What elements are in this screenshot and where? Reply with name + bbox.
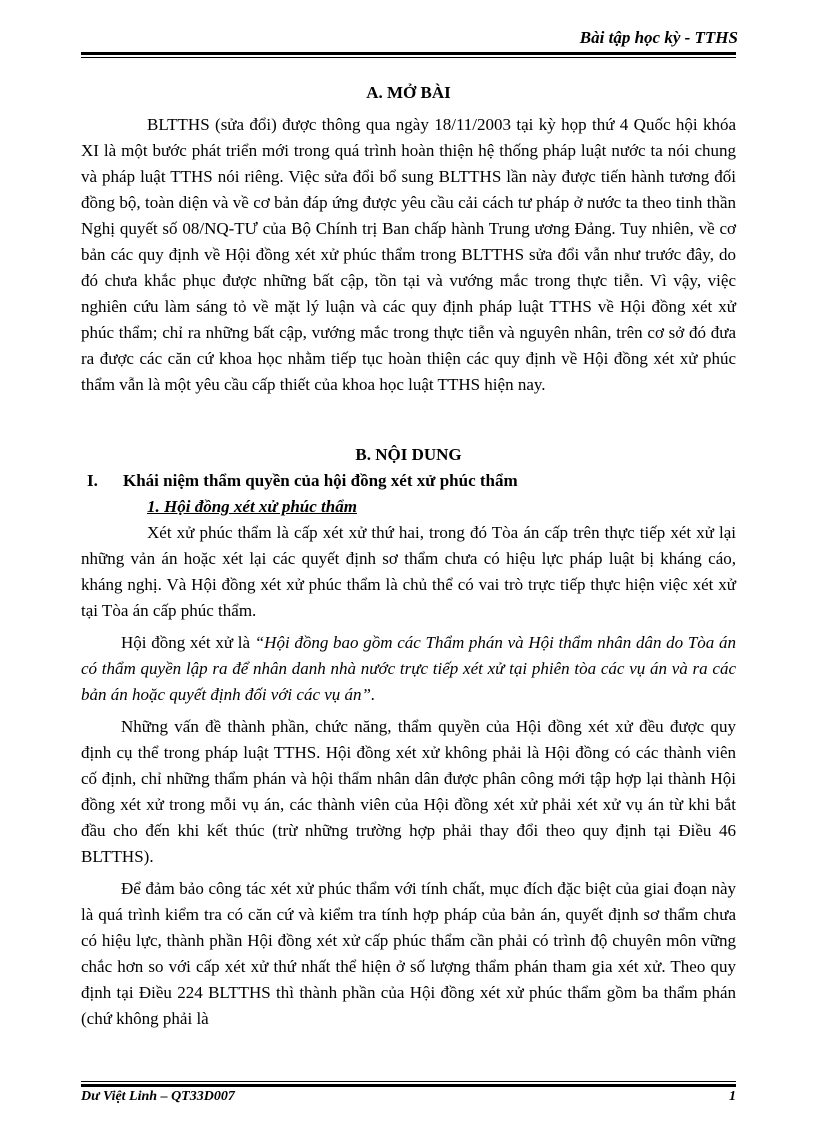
header-title: Bài tập học kỳ - TTHS xyxy=(579,28,738,47)
paragraph-definition xyxy=(81,630,736,708)
footer-author: Dư Việt Linh – QT33D007 xyxy=(81,1089,235,1104)
section-i-title: Khái niệm thẩm quyền của hội đồng xét xử phúc thẩm xyxy=(123,471,518,490)
definition-lead: Hội đồng xét xử là xyxy=(121,633,255,652)
section-i-heading xyxy=(81,468,736,494)
section-b-heading: B. NỘI DUNG xyxy=(355,445,462,464)
header-rule-thin xyxy=(81,57,736,58)
subsection-1-title: 1. Hội đồng xét xử phúc thẩm xyxy=(147,497,357,516)
footer-rule-thin xyxy=(81,1081,736,1082)
header-rule-thick xyxy=(81,52,736,55)
paragraph-appeal-trial: Xét xử phúc thẩm là cấp xét xử thứ hai, trong đó Tòa án cấp trên thực tiếp xét xử lại những vản án hoặc xét lại các quyết định sơ thẩm chưa có hiệu lực pháp luật bị kháng cáo, kháng nghị. Và Hội đồng xét xử phúc thẩm là chủ thể có vai trò trực tiếp thực hiện việc xét xử tại Tòa án cấp phúc thẩm. xyxy=(81,523,736,620)
footer-rule-thick xyxy=(81,1084,736,1087)
page-number: 1 xyxy=(729,1089,736,1104)
section-a-heading: A. MỞ BÀI xyxy=(366,83,451,102)
document-body xyxy=(81,80,736,1032)
paragraph-composition: Những vấn đề thành phần, chức năng, thẩm quyền của Hội đồng xét xử đều được quy định cụ thể trong pháp luật TTHS. Hội đồng xét xử không phải là Hội đồng có các thành viên cố định, chỉ những thẩm phán và hội thẩm nhân dân được phân công mới tập hợp lại thành Hội đồng xét xử trong mỗi vụ án, các thành viên của Hội đồng xét xử phải xét xử vụ án từ khi bắt đầu cho đến khi kết thúc (trừ những trường hợp phải thay đổi theo quy định tại Điều 46 BLTTHS). xyxy=(81,717,736,866)
intro-paragraph: BLTTHS (sửa đổi) được thông qua ngày 18/11/2003 tại kỳ họp thứ 4 Quốc hội khóa XI là một bước phát triển mới trong quá trình hoàn thiện hệ thống pháp luật nước ta nói chung và pháp luật TTHS nói riêng. Việc sửa đổi bổ sung BLTTHS lần này được tiến hành tương đối đồng bộ, toàn diện và về cơ bản đáp ứng được yêu cầu cải cách tư pháp ở nước ta theo tinh thần Nghị quyết số 08/NQ-TƯ của Bộ Chính trị Ban chấp hành Trung ương Đảng. Tuy nhiên, về cơ bản các quy định về Hội đồng xét xử phúc thẩm trong BLTTHS sửa đổi vẫn như trước đây, do đó chưa khắc phục được những bất cập, tồn tại và vướng mắc trong thực tiễn. Vì vậy, việc nghiên cứu làm sáng tỏ về mặt lý luận và các quy định pháp luật TTHS về Hội đồng xét xử phúc thẩm; chỉ ra những bất cập, vướng mắc trong thực tiễn và nguyên nhân, trên cơ sở đó đưa ra được các căn cứ khoa học nhằm tiếp tục hoàn thiện các quy định về Hội đồng xét xử phúc thẩm vẫn là một yêu cầu cấp thiết của khoa học luật TTHS hiện nay. xyxy=(81,115,736,394)
section-i-number: I. xyxy=(87,471,98,490)
paragraph-requirements: Để đảm bảo công tác xét xử phúc thẩm với tính chất, mục đích đặc biệt của giai đoạn này là quá trình kiểm tra có căn cứ và kiểm tra tính hợp pháp của bản án, quyết định sơ thẩm chưa có hiệu lực, thành phần Hội đồng xét xử cấp phúc thẩm cần phải có trình độ chuyên môn vững chắc hơn so với cấp xét xử thứ nhất thể hiện ở số lượng thẩm phán tham gia xét xử. Theo quy định tại Điều 224 BLTTHS thì thành phần của Hội đồng xét xử phúc thẩm gồm ba thẩm phán (chứ không phải là xyxy=(81,879,736,1028)
definition-quote: “Hội đồng bao gồm các Thẩm phán và Hội thẩm nhân dân do Tòa án có thẩm quyền lập ra để nhân danh nhà nước trực tiếp xét xử tại phiên tòa các vụ án và ra các bản án hoặc quyết định đối với các vụ án”. xyxy=(81,633,736,704)
